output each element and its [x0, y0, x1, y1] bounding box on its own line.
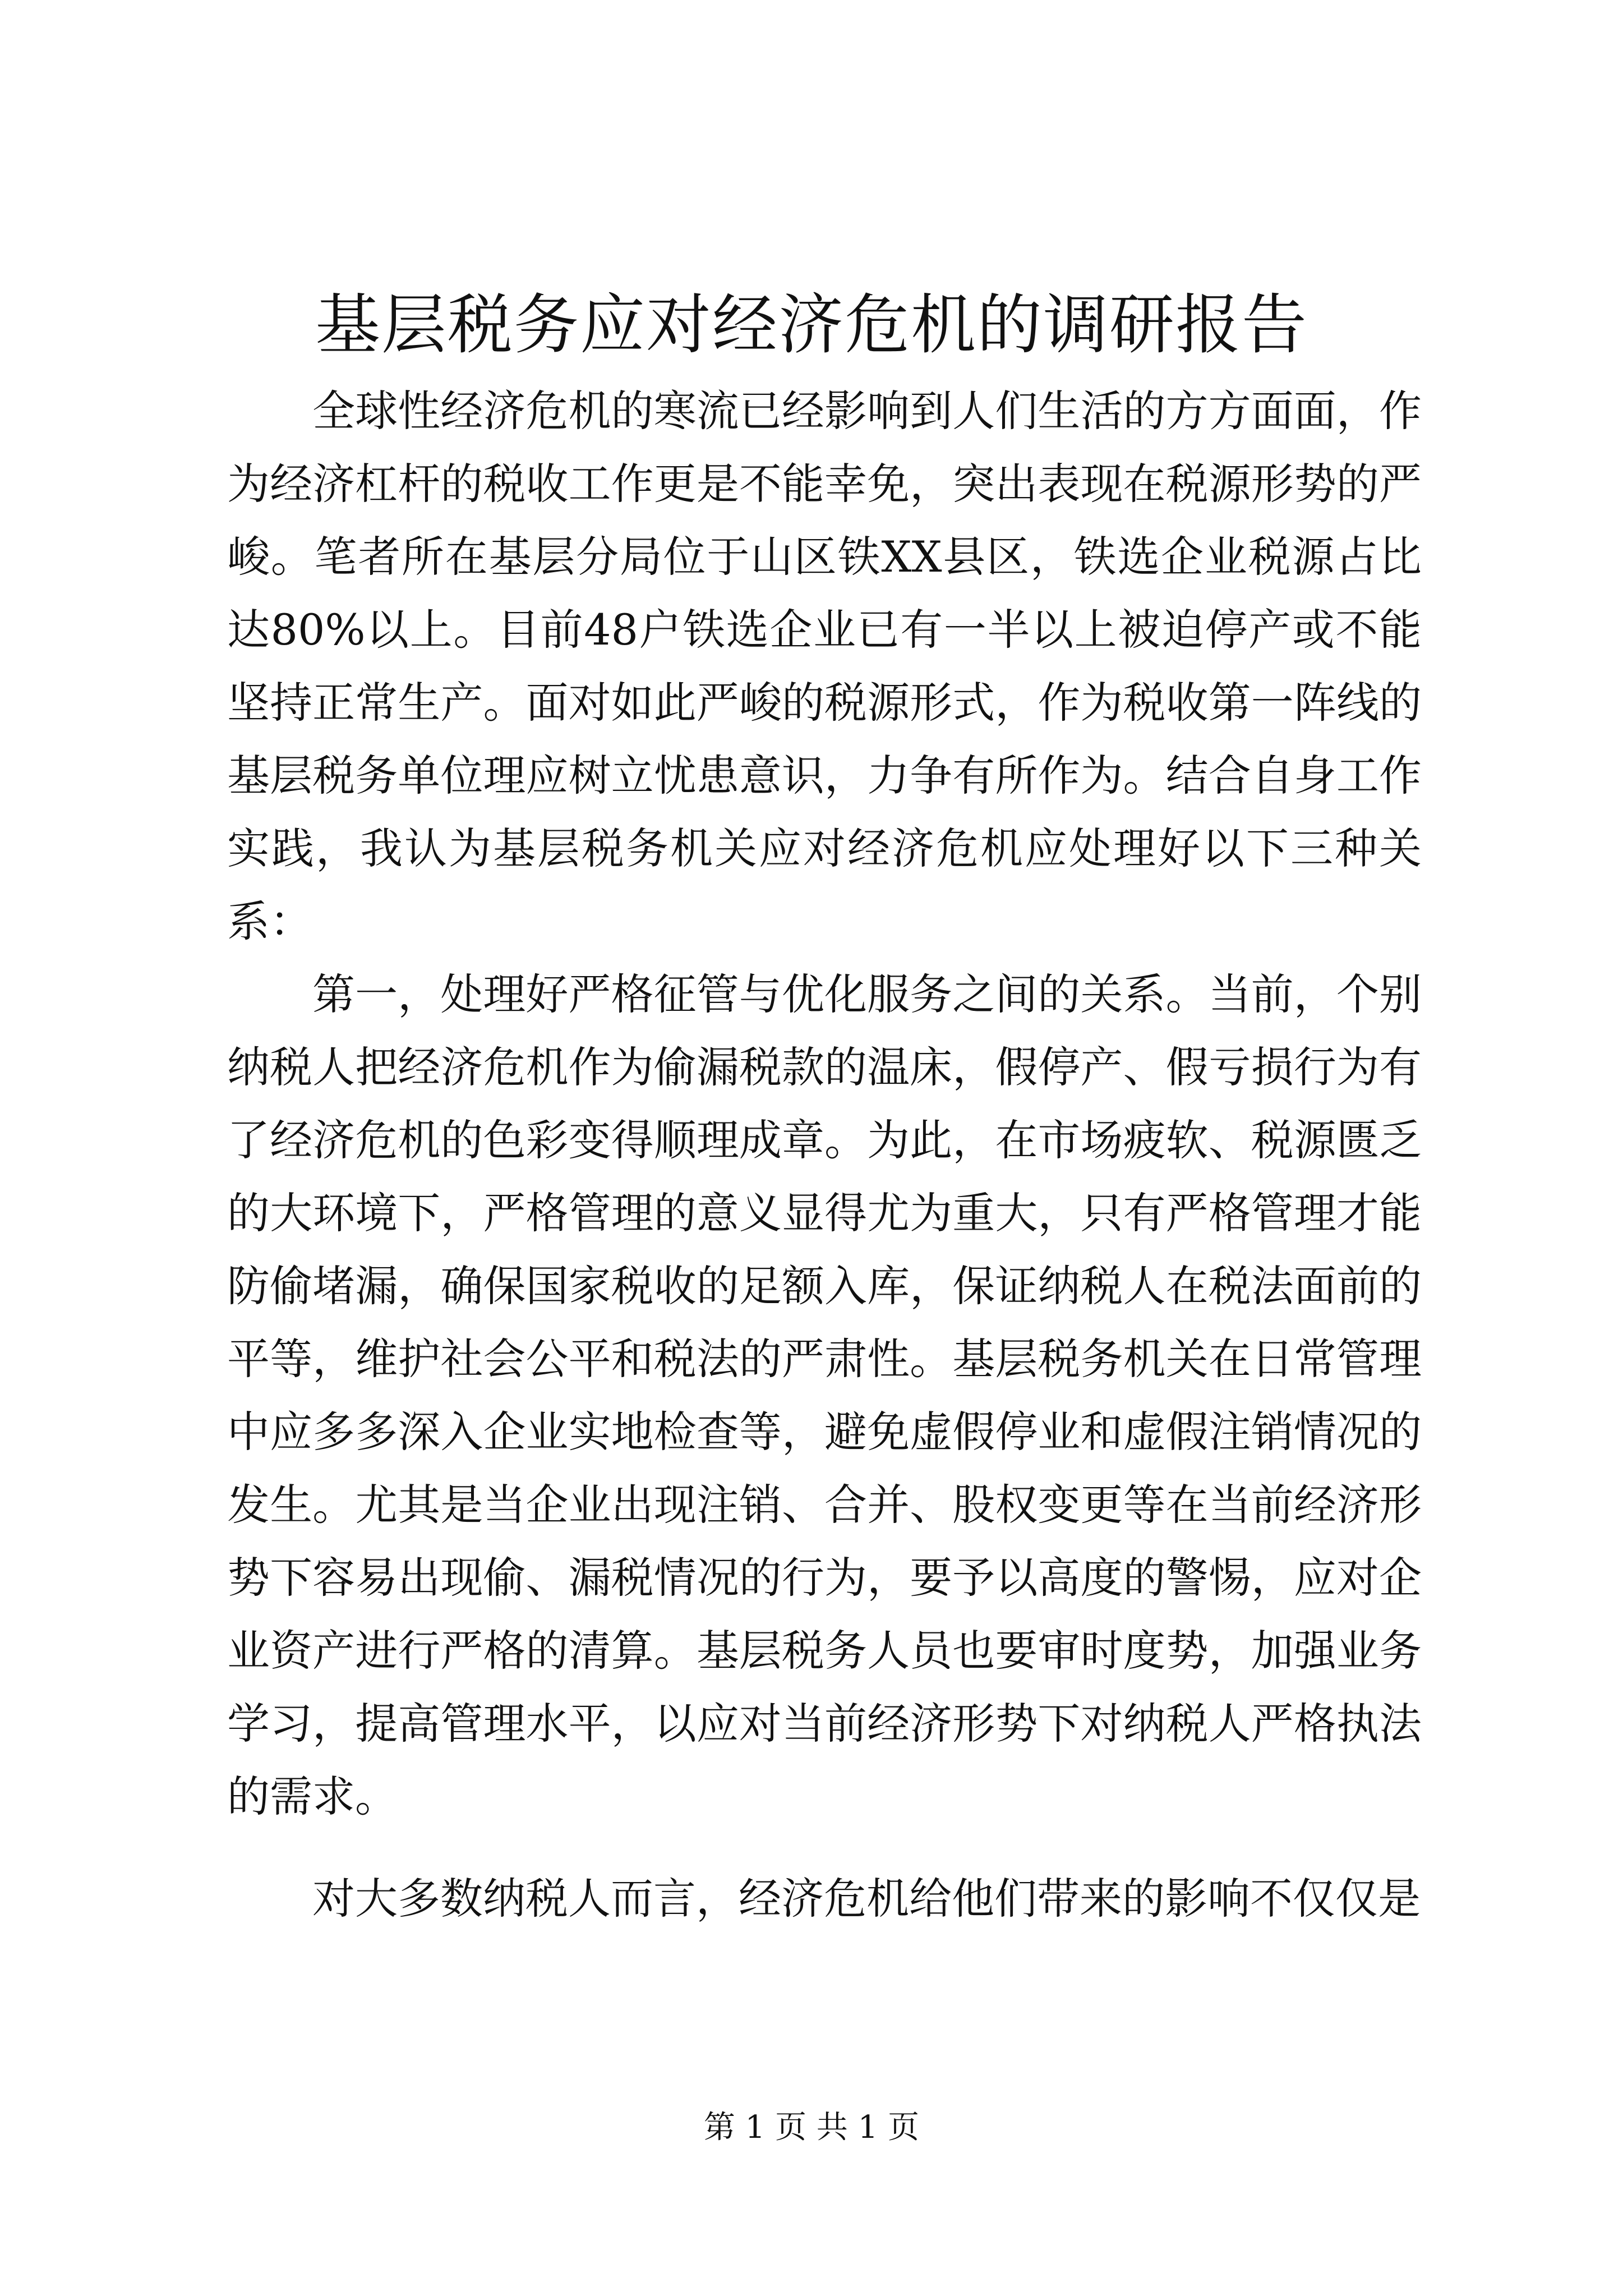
document-title: 基层税务应对经济危机的调研报告 [315, 287, 1308, 363]
paragraph-intro: 全球性经济危机的寒流已经影响到人们生活的方方面面，作为经济杠杆的税收工作更是不能幸免，突出表现在税源形势的严峻。笔者所在基层分局位于山区铁XX县区，铁选企业税源占比达80%以上。目前48户铁选企业已有一半以上被迫停产或不能坚持正常生产。面对如此严峻的税源形式，作为税收第一阵线的基层税务单位理应树立忧患意识，力争有所作为。结合自身工作实践，我认为基层税务机关应对经济危机应处理好以下三种关系： [227, 386, 1422, 946]
document-body [227, 375, 1422, 1935]
page-number-footer: 第 1 页 共 1 页 [703, 2109, 920, 2146]
paragraph-taxpayer-impact: 对大多数纳税人而言，经济危机给他们带来的影响不仅仅是 [312, 1874, 1421, 1924]
paragraph-first-relation: 第一，处理好严格征管与优化服务之间的关系。当前，个别纳税人把经济危机作为偷漏税款的温床，假停产、假亏损行为有了经济危机的色彩变得顺理成章。为此，在市场疲软、税源匮乏的大环境下，严格管理的意义显得尤为重大，只有严格管理才能防偷堵漏，确保国家税收的足额入库，保证纳税人在税法面前的平等，维护社会公平和税法的严肃性。基层税务机关在日常管理中应多多深入企业实地检查等，避免虚假停业和虚假注销情况的发生。尤其是当企业出现注销、合并、股权变更等在当前经济形势下容易出现偷、漏税情况的行为，要予以高度的警惕，应对企业资产进行严格的清算。基层税务人员也要审时度势，加强业务学习，提高管理水平，以应对当前经济形势下对纳税人严格执法的需求。 [227, 969, 1422, 1821]
